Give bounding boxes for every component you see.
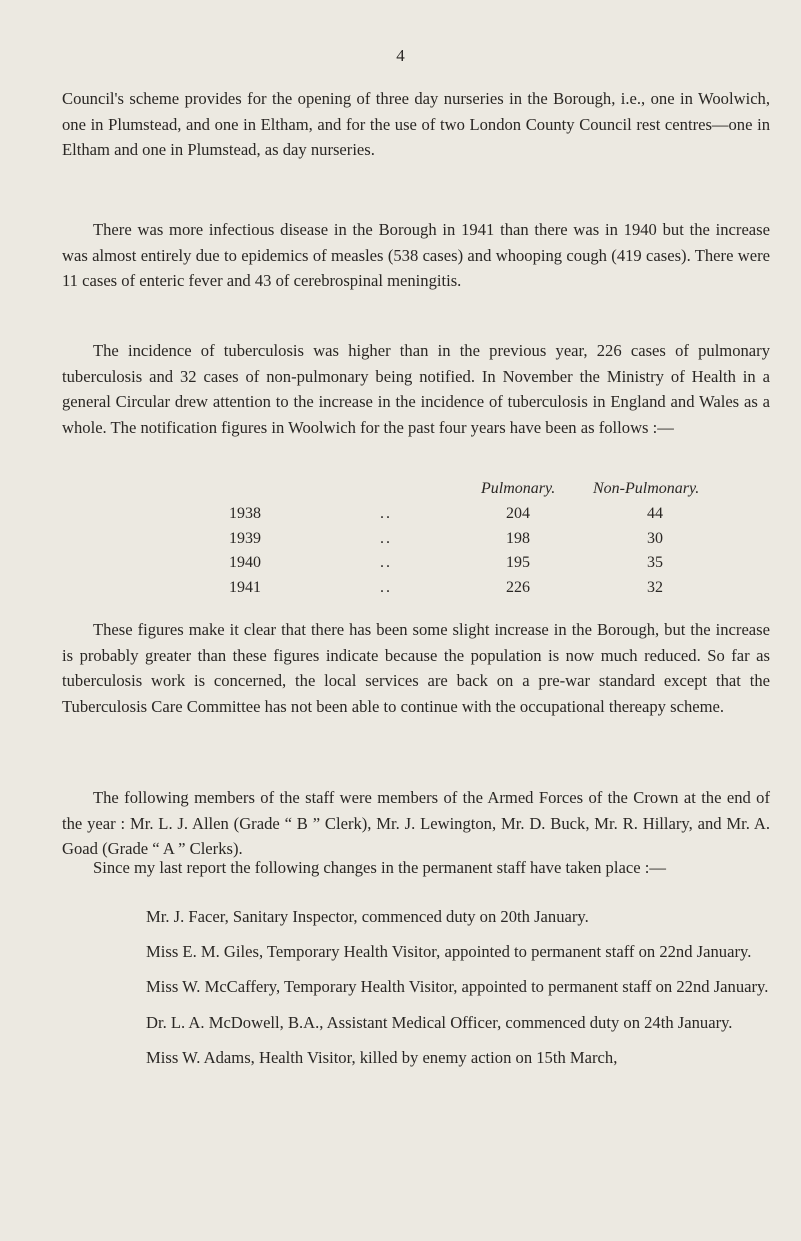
row-pulmonary: 195	[506, 554, 530, 572]
tuberculosis-notification-table	[0, 480, 801, 604]
staff-changes-list	[146, 904, 770, 1080]
row-leader: ..	[380, 579, 392, 597]
column-header-non-pulmonary: Non-Pulmonary.	[593, 480, 700, 497]
paragraph-figures-commentary: These figures make it clear that there has been some slight increase in the Borough, but the increase is probably greater than these figures indicate because the population is now much reduced. So far as tuberculosis work is concerned, the local services are back on a pre-war standard except that the Tuberculosis Care Committee has not been able to continue with the occupational thereapy scheme.	[62, 620, 770, 716]
row-leader: ..	[380, 554, 392, 572]
row-year: 1938	[229, 504, 261, 522]
list-item: Miss E. M. Giles, Temporary Health Visitor, appointed to permanent staff on 22nd January.	[146, 942, 752, 962]
column-header-pulmonary: Pulmonary.	[481, 480, 556, 497]
list-item: Dr. L. A. McDowell, B.A., Assistant Medical Officer, commenced duty on 24th January.	[146, 1012, 733, 1032]
list-item: Miss W. Adams, Health Visitor, killed by enemy action on 15th March,	[146, 1047, 618, 1067]
row-leader: ..	[380, 504, 392, 522]
row-year: 1941	[229, 579, 261, 597]
row-non-pulmonary: 44	[647, 504, 663, 522]
row-pulmonary: 198	[506, 529, 530, 547]
paragraph-armed-forces-staff: The following members of the staff were members of the Armed Forces of the Crown at the end of the year : Mr. L. J. Allen (Grade “ B ” Clerk), Mr. J. Lewington, Mr. D. Buck, Mr. R. Hillary, and Mr. A. Goad (Grade “ A ” Clerks).	[62, 788, 770, 859]
paragraph-infectious-disease: There was more infectious disease in the Borough in 1941 than there was in 1940 but the increase was almost entirely due to epidemics of measles (538 cases) and whooping cough (419 cases). There were 11 cases of enteric fever and 43 of cerebrospinal meningitis.	[62, 220, 770, 291]
paragraph-staff-changes-intro: Since my last report the following changes in the permanent staff have taken place :—	[93, 858, 666, 877]
row-leader: ..	[380, 529, 392, 547]
row-year: 1939	[229, 529, 261, 547]
table-row	[0, 505, 801, 530]
row-year: 1940	[229, 554, 261, 572]
row-non-pulmonary: 32	[647, 579, 663, 597]
table-header	[0, 480, 801, 505]
table-row	[0, 530, 801, 555]
paragraph-tuberculosis: The incidence of tuberculosis was higher than in the previous year, 226 cases of pulmonary tuberculosis and 32 cases of non-pulmonary being notified. In November the Ministry of Health in a general Circular drew attention to the increase in the incidence of tuberculosis in England and Wales as a whole. The notification figures in Woolwich for the past four years have been as follows :—	[62, 341, 770, 437]
row-non-pulmonary: 35	[647, 554, 663, 572]
list-item: Mr. J. Facer, Sanitary Inspector, commenced duty on 20th January.	[146, 907, 589, 926]
table-row	[0, 554, 801, 579]
row-non-pulmonary: 30	[647, 529, 663, 547]
row-pulmonary: 204	[506, 504, 530, 522]
list-item: Miss W. McCaffery, Temporary Health Visitor, appointed to permanent staff on 22nd January.	[146, 977, 769, 997]
paragraph-day-nurseries: Council's scheme provides for the opening of three day nurseries in the Borough, i.e., one in Woolwich, one in Plumstead, and one in Eltham, and for the use of two London County Council rest centres—one in Eltham and one in Plumstead, as day nurseries.	[62, 89, 770, 160]
page-number: 4	[396, 46, 405, 65]
row-pulmonary: 226	[506, 579, 530, 597]
table-row	[0, 579, 801, 604]
